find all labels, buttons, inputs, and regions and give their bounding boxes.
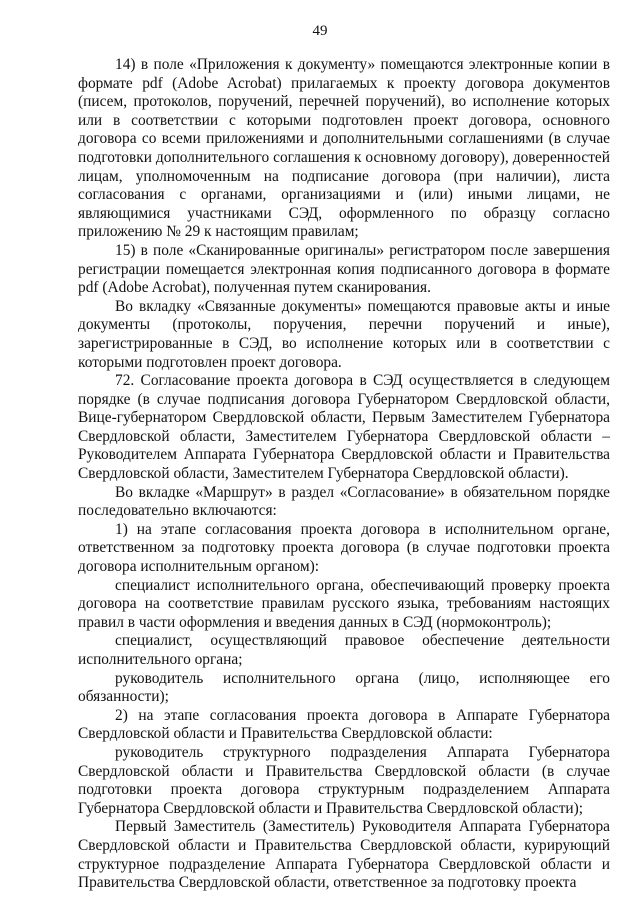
- paragraph: специалист исполнительного органа, обеспечивающий проверку проекта договора на соответствие правилам русского языка, требованиям настоящих правил в части оформления и введения данных в СЭД (нормоконтроль);: [78, 576, 610, 631]
- paragraph: 14) в поле «Приложения к документу» помещаются электронные копии в формате pdf (Adobe Acrobat) прилагаемых к проекту договора документов (писем, протоколов, поручений, перечней поручений), во исполнение которых или в соответствии с которыми подготовлен проект договора, основного договора со всеми приложениями и дополнительными соглашениями (в случае подготовки дополнительного соглашения к основному договору), доверенностей лицам, уполномоченным на подписание договора (при наличии), листа согласования с органами, организациями и (или) иными лицами, не являющимися участниками СЭД, оформленного по образцу согласно приложению № 29 к настоящим правилам;: [78, 56, 610, 241]
- paragraph: руководитель структурного подразделения Аппарата Губернатора Свердловской области и Правительства Свердловской области (в случае подготовки проекта договора структурным подразделением Аппарата Губернатора Свердловской области и Правительства Свердловской области);: [78, 743, 610, 817]
- paragraph: специалист, осуществляющий правовое обеспечение деятельности исполнительного органа;: [78, 632, 610, 668]
- paragraph: Во вкладке «Маршрут» в раздел «Согласование» в обязательном порядке последовательно включаются:: [78, 483, 610, 520]
- paragraph: 2) на этапе согласования проекта договора в Аппарате Губернатора Свердловской области и Правительства Свердловской области:: [78, 706, 610, 743]
- paragraph: 72. Согласование проекта договора в СЭД осуществляется в следующем порядке (в случае подписания договора Губернатором Свердловской области, Вице-губернатором Свердловской области, Первым Заместителем Губернатора Свердловской области, Заместителем Губернатора Свердловской области – Руководителем Аппарата Губернатора Свердловской области и Правительства Свердловской области, Заместителем Губернатора Свердловской области).: [78, 372, 610, 483]
- document-body: [78, 56, 610, 893]
- paragraph: 1) на этапе согласования проекта договора в исполнительном органе, ответственном за подготовку проекта договора (в случае подготовки проекта договора исполнительным органом):: [78, 520, 610, 576]
- paragraph: 15) в поле «Сканированные оригиналы» регистратором после завершения регистрации помещается электронная копия подписанного договора в формате pdf (Adobe Acrobat), полученная путем сканирования.: [78, 241, 610, 297]
- paragraph: Первый Заместитель (Заместитель) Руководителя Аппарата Губернатора Свердловской области и Правительства Свердловской области, курирующий структурное подразделение Аппарата Губернатора Свердловской области и Правительства Свердловской области, ответственное за подготовку проекта: [78, 818, 610, 892]
- paragraph: Во вкладку «Связанные документы» помещаются правовые акты и иные документы (протоколы, поручения, перечни поручений и иные), зарегистрированные в СЭД, во исполнение которых или в соответствии с которыми подготовлен проект договора.: [78, 297, 610, 371]
- page-number: 49: [312, 23, 328, 39]
- paragraph: руководитель исполнительного органа (лицо, исполняющее его обязанности);: [78, 669, 610, 706]
